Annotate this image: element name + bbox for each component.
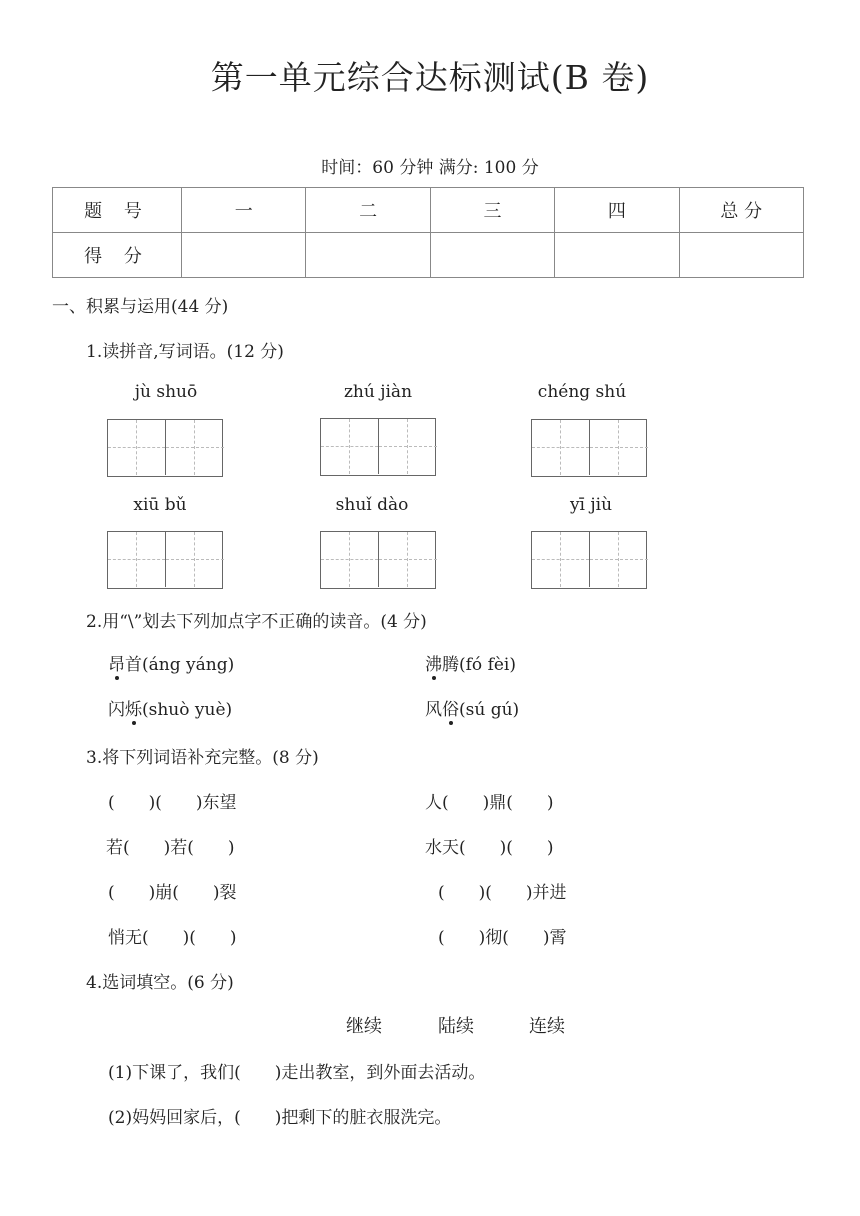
question-4-title: 4.选词填空。(6 分): [86, 973, 234, 993]
idiom-blank[interactable]: 人( )鼎( ): [425, 793, 554, 813]
fill-sentence[interactable]: (1)下课了，我们( )走出教室，到外面去活动。: [108, 1063, 486, 1083]
score-cell[interactable]: [182, 233, 306, 278]
reading-item: [108, 650, 234, 675]
pinyin-label: yī jiù: [569, 495, 613, 515]
idiom-blank[interactable]: 若( )若( ): [106, 838, 235, 858]
pinyin-label: jù shuō: [134, 382, 198, 402]
score-table-header-cell: 四: [555, 188, 679, 233]
idiom-blank[interactable]: ( )崩( )裂: [108, 883, 237, 903]
word-option: 陆续: [438, 1016, 474, 1037]
idiom-blank[interactable]: 水天( )( ): [425, 838, 554, 858]
dotted-char: 烁: [125, 695, 142, 720]
score-table-header-cell: 三: [430, 188, 554, 233]
idiom-blank[interactable]: ( )( )东望: [108, 793, 237, 813]
pinyin-label: zhú jiàn: [343, 382, 413, 402]
dotted-char: 昂: [108, 650, 125, 675]
pinyin-label: shuǐ dào: [335, 495, 409, 515]
reading-item-text: 首(áng yáng): [125, 655, 235, 675]
score-table-header-cell: 一: [182, 188, 306, 233]
pinyin-label: xiū bǔ: [133, 495, 187, 515]
dotted-char: 俗: [442, 695, 459, 720]
score-table-header-row: [53, 188, 804, 233]
word-option: 继续: [346, 1016, 382, 1037]
writing-grid[interactable]: [320, 418, 436, 476]
reading-item-text: (sú gú): [459, 700, 520, 720]
reading-item: [425, 650, 516, 675]
reading-item-prefix: 风: [425, 700, 442, 720]
pinyin-label: chéng shú: [537, 382, 627, 402]
reading-item: [108, 695, 232, 720]
writing-grid[interactable]: [531, 531, 647, 589]
score-cell[interactable]: [430, 233, 554, 278]
score-table-header-cell: 二: [306, 188, 430, 233]
dotted-char: 沸: [425, 650, 442, 675]
score-table: [52, 187, 804, 278]
writing-grid[interactable]: [320, 531, 436, 589]
score-table-score-label: 得 分: [53, 233, 182, 278]
reading-item: [425, 695, 519, 720]
score-table-score-row: [53, 233, 804, 278]
question-3-title: 3.将下列词语补充完整。(8 分): [86, 748, 319, 768]
score-table-header-label: 题 号: [53, 188, 182, 233]
idiom-blank[interactable]: ( )彻( )霄: [438, 928, 567, 948]
score-table-header-cell: 总 分: [679, 188, 803, 233]
section-heading: 一、积累与运用(44 分): [52, 297, 229, 317]
question-2-title: 2.用“\”划去下列加点字不正确的读音。(4 分): [86, 612, 427, 632]
reading-item-prefix: 闪: [108, 700, 125, 720]
writing-grid[interactable]: [531, 419, 647, 477]
idiom-blank[interactable]: 悄无( )( ): [108, 928, 237, 948]
writing-grid[interactable]: [107, 419, 223, 477]
score-cell[interactable]: [306, 233, 430, 278]
idiom-blank[interactable]: ( )( )并进: [438, 883, 567, 903]
question-1-title: 1.读拼音,写词语。(12 分): [86, 342, 284, 362]
exam-meta: 时间：60 分钟 满分: 100 分: [321, 158, 539, 178]
score-cell[interactable]: [555, 233, 679, 278]
score-cell[interactable]: [679, 233, 803, 278]
word-option: 连续: [529, 1016, 565, 1037]
reading-item-text: (shuò yuè): [142, 700, 233, 720]
writing-grid[interactable]: [107, 531, 223, 589]
page-title: 第一单元综合达标测试(B 卷): [210, 58, 650, 97]
fill-sentence[interactable]: (2)妈妈回家后，( )把剩下的脏衣服洗完。: [108, 1108, 452, 1128]
reading-item-text: 腾(fó fèi): [442, 655, 516, 675]
